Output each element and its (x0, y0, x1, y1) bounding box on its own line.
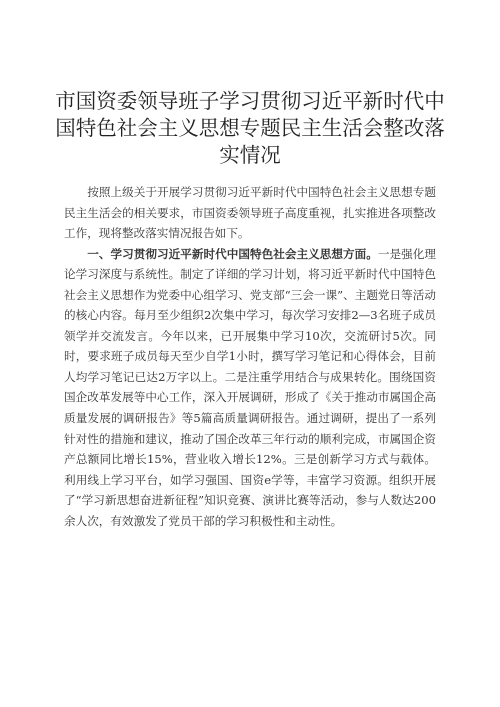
section-1-body: 一是强化理论学习深度与系统性。制定了详细的学习计划，将习近平新时代中国特色社会主义思想作为党委中心组学习、党支部“三会一课”、主题党日等活动的核心内容。每月至少组织2次集中学习，每次学习安排2—3名班子成员领学并交流发言。今年以来，已开展集中学习10次，交流研讨5次。同时，要求班子成员每天至少自学1小时，撰写学习笔记和心得体会，目前人均学习笔记已达2万字以上。二是注重学用结合与成果转化。围绕国资国企改革发展等中心工作，深入开展调研，形成了《关于推动市属国企高质量发展的调研报告》等5篇高质量调研报告。通过调研，提出了一系列针对性的措施和建议，推动了国企改革三年行动的顺利完成，市属国企资产总额同比增长15%，营业收入增长12%。三是创新学习方式与载体。利用线上学习平台，如学习强国、国资e学等，丰富学习资源。组织开展了“学习新思想奋进新征程”知识竞赛、演讲比赛等活动，参与人数达200余人次，有效激发了党员干部的学习积极性和主动性。 (64, 246, 436, 528)
intro-paragraph: 按照上级关于开展学习贯彻习近平新时代中国特色社会主义思想专题民主生活会的相关要求，市国资委领导班子高度重视，扎实推进各项整改工作，现将整改落实情况报告如下。 (64, 185, 436, 241)
document-body (64, 182, 436, 531)
document-title: 市国资委领导班子学习贯彻习近平新时代中国特色社会主义思想专题民主生活会整改落实情况 (55, 89, 445, 167)
section-1-paragraph (64, 244, 436, 532)
section-1-heading: 一、学习贯彻习近平新时代中国特色社会主义思想方面。 (87, 246, 378, 261)
